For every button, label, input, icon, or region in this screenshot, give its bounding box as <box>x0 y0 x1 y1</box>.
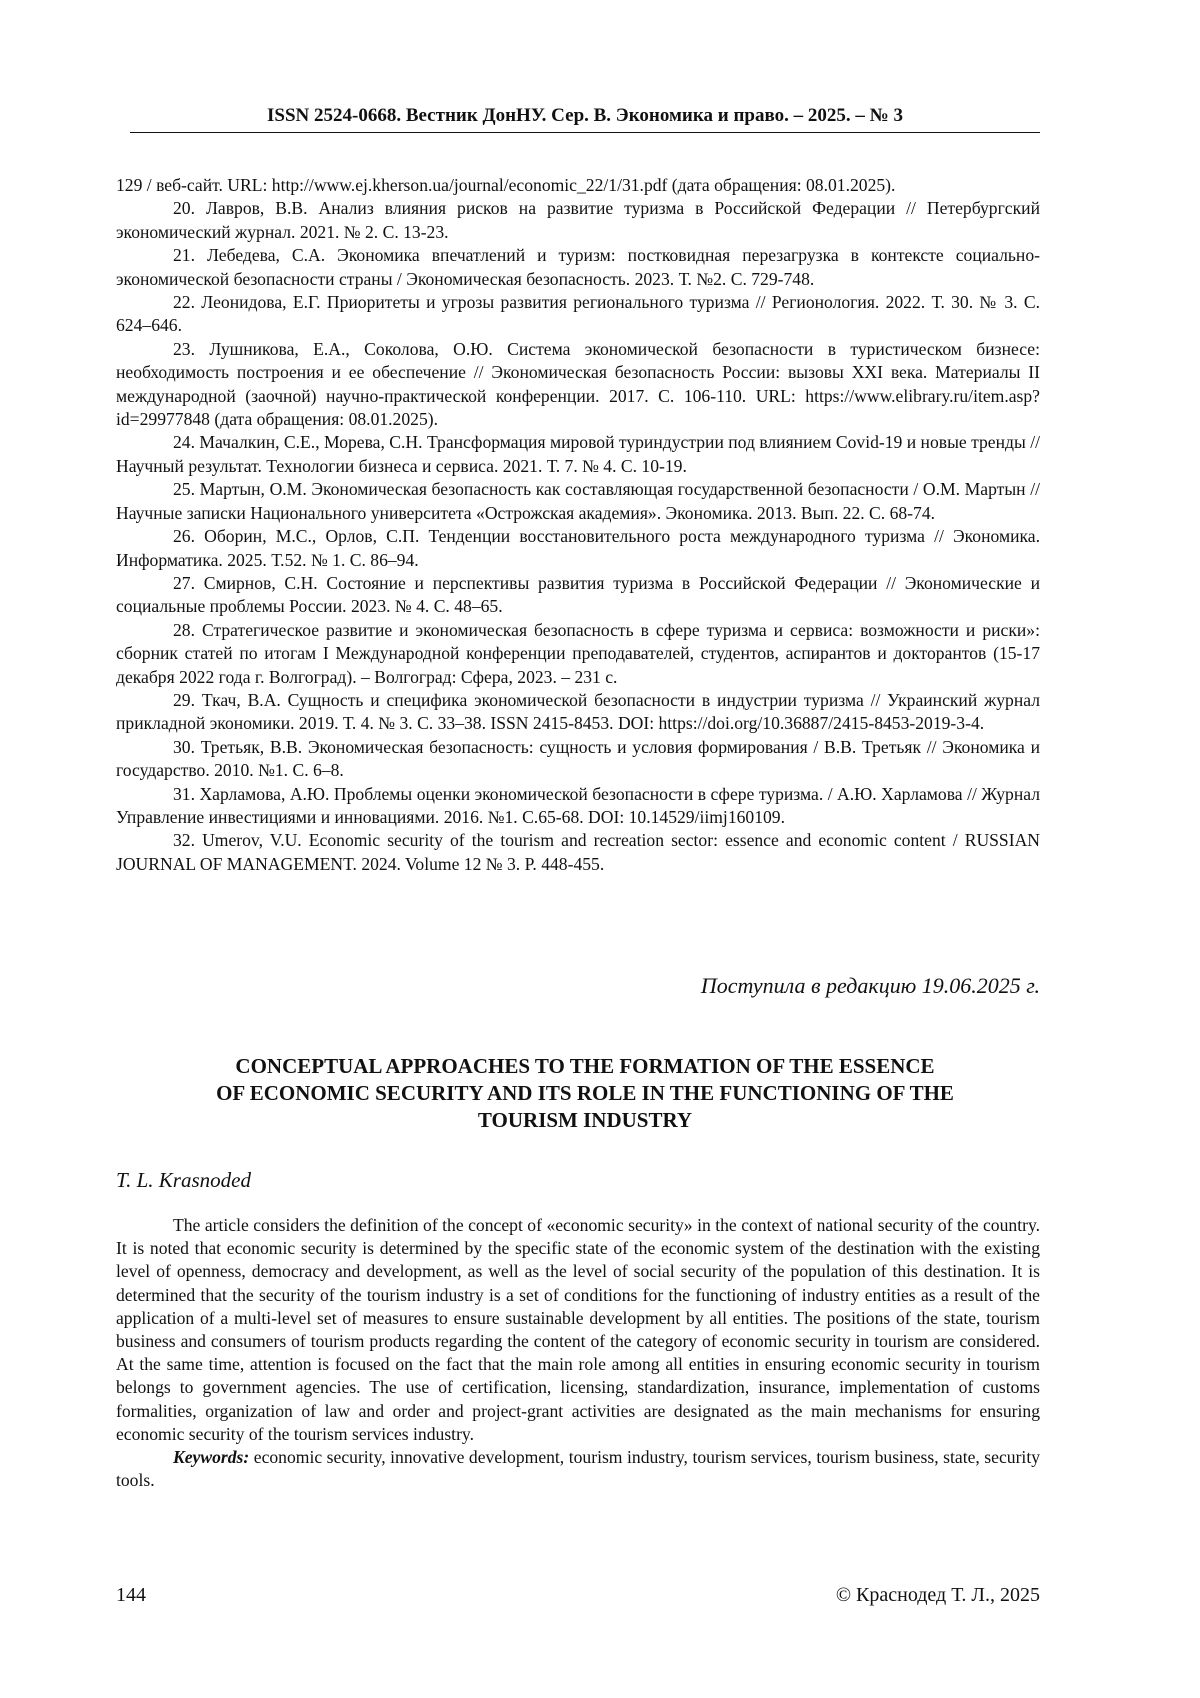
title-line: TOURISM INDUSTRY <box>477 1108 693 1132</box>
reference-continuation: 129 / веб-сайт. URL: http://www.ej.kherson.ua/journal/economic_22/1/31.pdf (дата обращения: 08.01.2025). <box>116 175 896 195</box>
english-article-title <box>130 1053 1040 1134</box>
copyright-notice: © Краснодед Т. Л., 2025 <box>835 1584 1040 1606</box>
english-abstract <box>116 1214 1040 1492</box>
reference-item: 28. Стратегическое развитие и экономическая безопасность в сфере туризма и сервиса: возможности и риски»: сборник статей по итогам I Международной конференции преподавателей, студентов, аспирантов и докторантов (15-17 декабря 2022 года г. Волгоград). – Волгоград: Сфера, 2023. – 231 с. <box>116 619 1040 687</box>
running-header: ISSN 2524-0668. Вестник ДонНУ. Сер. В. Экономика и право. – 2025. – № 3 <box>267 105 903 126</box>
reference-item: 20. Лавров, В.В. Анализ влияния рисков на развитие туризма в Российской Федерации // Петербургский экономический журнал. 2021. № 2. С. 13-23. <box>116 198 1040 242</box>
reference-item: 30. Третьяк, В.В. Экономическая безопасность: сущность и условия формирования / В.В. Третьяк // Экономика и государство. 2010. №1. С. 6–8. <box>116 736 1040 781</box>
reference-item: 26. Оборин, М.С., Орлов, С.П. Тенденции восстановительного роста международного туризма // Экономика. Информатика. 2025. Т.52. № 1. С. 86–94. <box>116 526 1040 570</box>
reference-item: 21. Лебедева, С.А. Экономика впечатлений и туризм: постковидная перезагрузка в контексте социально-экономической безопасности страны / Экономическая безопасность. 2023. Т. №2. С. 729-748. <box>116 245 1040 289</box>
reference-item: 24. Мачалкин, С.Е., Морева, С.Н. Трансформация мировой туриндустрии под влиянием Covid-19 и новые тренды // Научный результат. Технологии бизнеса и сервиса. 2021. Т. 7. № 4. С. 10-19. <box>116 432 1040 476</box>
reference-list <box>116 174 1040 876</box>
reference-item: 32. Umerov, V.U. Economic security of the tourism and recreation sector: essence and economic content / RUSSIAN JOURNAL OF MANAGEMENT. 2024. Volume 12 № 3. P. 448-455. <box>116 830 1040 874</box>
title-line: CONCEPTUAL APPROACHES TO THE FORMATION OF THE ESSENCE <box>235 1054 935 1078</box>
reference-item: 25. Мартын, О.М. Экономическая безопасность как составляющая государственной безопасности / О.М. Мартын // Научные записки Национального университета «Острожская академия». Экономика. 2013. Вып. 22. С. 68-74. <box>116 479 1040 523</box>
reference-item: 31. Харламова, А.Ю. Проблемы оценки экономической безопасности в сфере туризма. / А.Ю. Харламова // Журнал Управление инвестициями и инновациями. 2016. №1. С.65-68. DOI: 10.14529/iimj160109. <box>116 783 1040 827</box>
keywords-paragraph <box>116 1446 1040 1492</box>
reference-item: 23. Лушникова, Е.А., Соколова, О.Ю. Система экономической безопасности в туристическом бизнесе: необходимость построения и ее обеспечение // Экономическая безопасность России: вызовы XXI века. Материалы II международной (заочной) научно-практической конференции. 2017. С. 106-110. URL: https://www.elibrary.ru/item.asp?id=29977848 (дата обращения: 08.01.2025). <box>116 338 1040 430</box>
reference-item: 27. Смирнов, С.Н. Состояние и перспективы развития туризма в Российской Федерации // Экономические и социальные проблемы России. 2023. № 4. С. 48–65. <box>116 572 1040 617</box>
reference-item: 22. Леонидова, Е.Г. Приоритеты и угрозы развития регионального туризма // Регионология. 2022. Т. 30. № 3. С. 624–646. <box>116 292 1040 336</box>
english-author: T. L. Krasnoded <box>116 1168 251 1192</box>
title-line: OF ECONOMIC SECURITY AND ITS ROLE IN THE FUNCTIONING OF THE <box>216 1081 954 1105</box>
header-rule <box>130 132 1040 133</box>
abstract-text: The article considers the definition of the concept of «economic security» in the context of national security of the country. It is noted that economic security is determined by the specific state of the economic system of the destination with the existing level of openness, democracy and development, as well as the level of social security of the population of this destination. It is determined that the security of the tourism industry is a set of conditions for the functioning of industry entities as a result of the application of a multi-level set of measures to ensure sustainable development by all entities. The positions of the state, tourism business and consumers of tourism products regarding the content of the category of economic security in tourism are considered. At the same time, attention is focused on the fact that the main role among all entities in ensuring economic security in tourism belongs to government agencies. The use of certification, licensing, standardization, insurance, implementation of customs formalities, organization of law and order and project-grant activities are designated as the main mechanisms for ensuring economic security of the tourism services industry. <box>116 1215 1040 1444</box>
received-date-note: Поступила в редакцию 19.06.2025 г. <box>700 973 1040 998</box>
page-number: 144 <box>116 1584 146 1606</box>
reference-item: 29. Ткач, В.А. Сущность и специфика экономической безопасности в индустрии туризма // Украинский журнал прикладной экономики. 2019. Т. 4. № 3. С. 33–38. ISSN 2415-8453. DOI: https://doi.org/10.36887/2415-8453-2019-3-4. <box>116 689 1040 734</box>
keywords-label: Keywords: <box>173 1447 250 1468</box>
keywords-text: economic security, innovative development, tourism industry, tourism services, tourism business, state, security tools. <box>116 1447 1041 1491</box>
